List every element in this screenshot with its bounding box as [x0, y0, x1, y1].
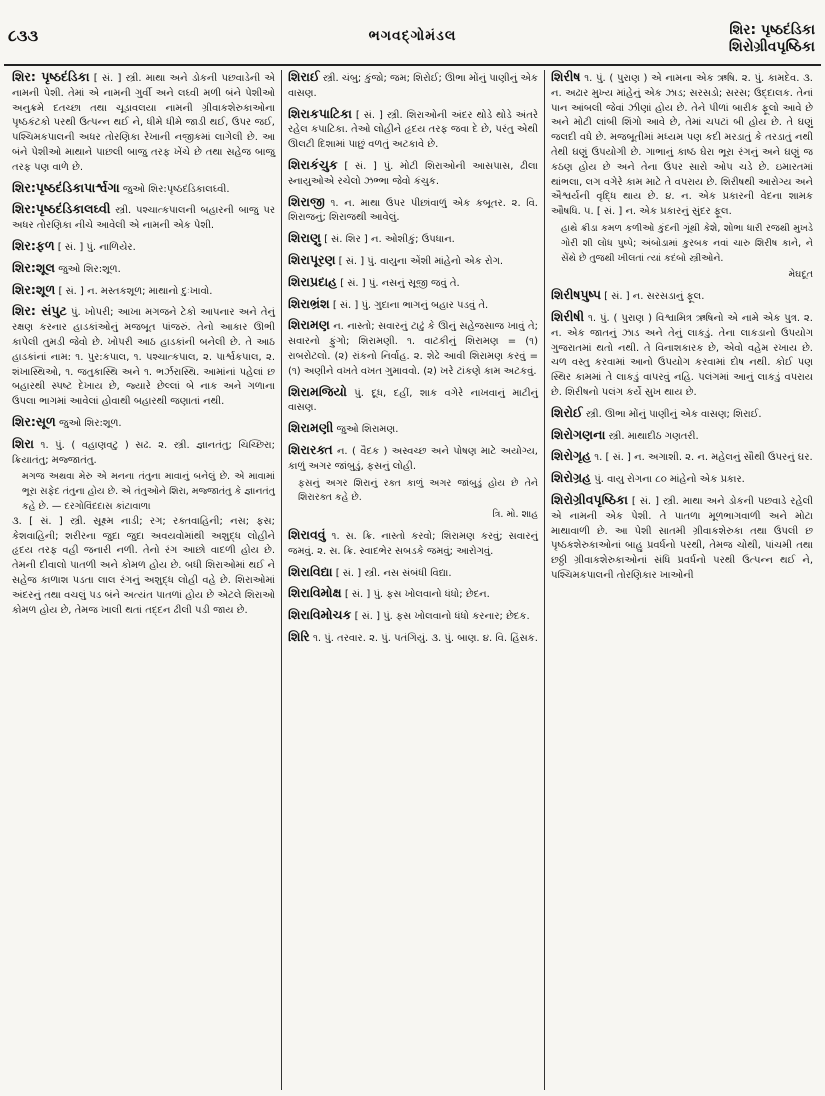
- entry-definition: ૧. પું. તરવાર. ૨. પું. પતંગિયું. ૩. પું. બાણ. ૪. વિ. હિંસક.: [312, 632, 538, 644]
- entry-definition: સ્ત્રી. માથાદીઠ ગણતરી.: [608, 430, 699, 442]
- entry-quotation: હાથે ક્રીડા કમળ કળીઓ કુંદની ગૂંથી કેશે, શોભા ધારી રજથી મુખડે ગોરી શી લોધ પુષ્પે; અંબોડામાં કુરબક નવાં ચારુ શિરીષ કાને, ને સેંથે છે તુજથી ખીલતાં ત્યાં કદંબો સ્ત્રીઓને.: [561, 222, 813, 264]
- entry-definition: ૧. પું. ( પુરાણ ) એ નામના એક ઋષિ. ૨. પું. કામદેવ. ૩. ન. અઢાર મુખ્ય માંહેનું એક ઝાડ; સરસડો; સરસ; ઉદ્દાલક. તેનાં પાન આંબલી જેવાં ઝીણાં હોય છે. તેને પીળાં બારીક ફૂલો આવે છે અને મોટી લાંબી શિંગો આવે છે, તેમાં ચપટાં બી હોય છે. તે ઘણું જલદી વધે છે. મજબૂતીમાં મધ્યમ પણ કદી મરડાતું કે તરડાતું નથી તેથી ઘણું ઉપયોગી છે. ગાભાનું કાષ્ઠ ઘેરા ભૂરા રંગનું અને ઘણું જ કઠણ હોય છે અને તેના ઉપર સારો ઓપ ચડે છે. ઇમારતમાં થાંભલા, લગ વગેરે કામ માટે તે વપરાય છે. શિરીષથી આરોગ્ય અને ઐશ્વર્યની વૃદ્ધિ થાય છે. ૪. ન. એક પ્રકારની વેદના શામક ઔષધિ. ૫. [ સં. ] ન. એક પ્રકારનું સુંદર ફૂલ.: [551, 73, 813, 218]
- column-2: [281, 70, 544, 1090]
- dictionary-entry: [12, 304, 275, 410]
- dictionary-entry: [288, 385, 538, 417]
- dictionary-entry: [288, 318, 538, 379]
- entry-headword: શિરાભ્રંશ: [288, 295, 330, 311]
- entry-definition: [ સં. ] ન. સરસડાનું ફૂલ.: [604, 291, 705, 303]
- dictionary-entry: [12, 239, 275, 256]
- entry-headword: શિર:ફળ: [12, 237, 55, 253]
- entry-headword: શિરોગ્રહ: [551, 470, 592, 486]
- entry-headword: શિરાકપાટિકા: [288, 105, 352, 121]
- dictionary-entry: [288, 421, 538, 438]
- entry-definition: પું. ખોપરી; આખા મગજને ટેકો આપનાર અને તેનું રક્ષણ કરનાર હાડકાંઓનું મજબૂત પાંજરું. તેનો આકાર ઊભી કાપેલી તુમડી જેવો છે. ખોપરી આઠ હાડકાંની બનેલી છે. તે આઠ હાડકાંનાં નામ: ૧. પુર:કપાલ, ૧. પશ્ચાત્કપાલ, ૨. પાર્શ્વકપાલ, ૨. શંખાસ્થિઓ, ૧. જતુકાસ્થિ અને ૧. ભર્ઝરાસ્થિ. આમાંનાં પહેલાં છ બહારથી સ્પષ્ટ દેખાય છે, જ્યારે છેલ્લાં બે નાક અને ગળાના ઉપલા ભાગમાં આવેલાં હોવાથી બહારથી જણાતાં નથી.: [12, 307, 275, 408]
- entry-headword: શિરાવિમોચક: [288, 607, 352, 623]
- dictionary-entry: [12, 415, 275, 432]
- entry-definition: ન. ( વૈદક ) અસ્વચ્છ અને પોષણ માટે અયોગ્ય, કાળું અગર જાંબુડું, ફસનું લોહી.: [288, 445, 538, 472]
- dictionary-entry: [551, 288, 813, 305]
- entry-definition: ૧. પું. ( પુરાણ ) વિશ્વામિત્ર ઋષિનો એ નામે એક પુત્ર. ૨. ન. એક જાતનું ઝાડ અને તેનું લાકડું. તેના લાકડાનો ઉપયોગ ગુજરાતમાં થતો નથી. તે વિનાશકારક છે, એવો વહેમ રખાય છે. ચળ વસ્તુ કરવામાં આનો ઉપયોગ કરવામાં દોષ નથી. કોઈ પણ સ્થિર કામમાં તે લાકડું વાપરવું નહિ. પલંગમાં આનું લાકડું વપરાય છે. શિરીષનો પલંગ કર્યે સુખ થાય છે.: [551, 312, 813, 398]
- dictionary-entry: [12, 437, 275, 619]
- dictionary-entry: [551, 406, 813, 423]
- entry-headword: શિરાઈ: [288, 70, 320, 84]
- dictionary-entry: [551, 70, 813, 283]
- entry-headword: શિર:શૂળ: [12, 281, 56, 297]
- entry-definition: જુઓ શિર:શૂળ.: [59, 417, 122, 429]
- column-1: [6, 70, 281, 1090]
- entry-headword: શિરાવવું: [288, 526, 326, 542]
- guide-word-last: શિરોગ્રીવપૃષ્ઠિકા: [728, 39, 815, 55]
- entry-definition-continued: ૩. [ સં. ] સ્ત્રી. સૂક્ષ્મ નાડી; રગ; રક્તવાહિની; નસ; ફસ; કેશવાહિની; શરીરના જુદા જુદા અવયવોમાંથી અશુદ્ધ લોહીને હૃદય તરફ વહી જનારી નળી. તેનો રંગ આછો વાદળી હોય છે. તેમની દીવાલો પાતળી અને કોમળ હોય છે. બધી શિરાઓમાં થઈ ને સહેજ કાળાશ પડતા લાલ રંગનું અશુદ્ધ લોહી વહે છે. શિરાઓમાં અંદરનું તથા વચલું પડ બંને અત્યંત પાતળાં હોય છે એટલે શિરાઓ કોમળ હોય છે, તેમજ ખાલી થતાં તદ્દન ઢીલી પડી જાય છે.: [12, 515, 275, 616]
- entry-definition: [ સં. ] સ્ત્રી. શિરાઓની અંદર થોડે થોડે અંતરે રહેલ કપાટિકા. તેઓ લોહીને હૃદય તરફ જવા દે છે, પરંતુ એથી ઊલટી દિશામાં પાછું વળતું અટકાવે છે.: [288, 109, 538, 151]
- dictionary-entry: [551, 310, 813, 401]
- entry-headword: શિર: સંપુટ: [12, 303, 67, 319]
- entry-definition: [ સં. ] પું. ફસ ખોલવાનો ધંધો કરનાર; છેદક.: [354, 611, 530, 623]
- dictionary-entry: [288, 528, 538, 560]
- dictionary-entry: [12, 283, 275, 300]
- entry-headword: શિર: પૃષ્ઠદંડિકા: [12, 70, 90, 84]
- guide-words: [729, 22, 815, 56]
- entry-headword: શિરાજી: [288, 193, 325, 209]
- entry-headword: શિર:પૃષ્ઠદંડિકાલઘ્વી: [12, 201, 111, 217]
- entry-headword: શિરામજિયો: [288, 383, 347, 399]
- entry-headword: શિરાપૂરણ: [288, 251, 336, 267]
- dictionary-entry: [288, 630, 538, 647]
- entry-headword: શિરારક્ત: [288, 441, 333, 457]
- dictionary-entry: [288, 275, 538, 292]
- entry-definition: સ્ત્રી. ચંબુ; કુંજો; જમ; શિરોઈ; ઊભા મોંનું પાણીનું એક વાસણ.: [288, 73, 538, 99]
- dictionary-entry: [288, 195, 538, 227]
- entry-headword: શિરિ: [288, 628, 310, 644]
- running-title: ભગવદ્ગોમંડલ: [368, 28, 457, 44]
- dictionary-entry: [551, 493, 813, 584]
- entry-definition: જુઓ શિરામણ.: [336, 424, 399, 436]
- entry-definition: [ સં. ] પું. ફસ ખોલવાનો ધંધો; છેદન.: [344, 589, 490, 601]
- dictionary-entry: [288, 70, 538, 102]
- dictionary-entry: [288, 565, 538, 582]
- dictionary-columns: [6, 70, 819, 1090]
- entry-definition: જુઓ શિર:પૃષ્ઠદંડિકાલઘ્વી.: [122, 183, 230, 195]
- entry-headword: શિરીષ: [551, 70, 581, 84]
- dictionary-entry: [288, 107, 538, 153]
- entry-headword: શિર:શૂલ: [12, 259, 56, 275]
- entry-headword: શિરાકંચુક: [288, 156, 338, 172]
- entry-headword: શિરા: [12, 435, 34, 451]
- dictionary-entry: [288, 608, 538, 625]
- entry-headword: શિર:પૃષ્ઠદંડિકાપાર્શ્વગા: [12, 179, 120, 195]
- entry-definition: [ સં. ] પું. નાળિયેર.: [57, 241, 136, 253]
- entry-quotation: ફસનું અગર શિરાનું રક્ત કાળું અગર જાંબુડું હોય છે તેને શિરારક્ત કહે છે.: [298, 477, 538, 504]
- entry-headword: શિરામણ: [288, 317, 330, 333]
- entry-definition: [ સં. ] પું. ગુદાના ભાગનું બહાર પડવું તે.: [332, 299, 489, 311]
- entry-definition: પું. દૂધ, દહીં, શાક વગેરે નાખવાનું માટીનું વાસણ.: [288, 387, 539, 414]
- entry-attribution: મેઘદૂત: [788, 269, 813, 281]
- entry-headword: શિરીષપુષ્પ: [551, 287, 601, 303]
- entry-headword: શિરીષી: [551, 308, 585, 324]
- entry-headword: શિરોગૃહ: [551, 448, 592, 464]
- dictionary-entry: [288, 158, 538, 190]
- dictionary-entry: [551, 449, 813, 466]
- dictionary-entry: [12, 202, 275, 234]
- column-3: [544, 70, 819, 1090]
- entry-definition: ૧. પું. ( વહાણવટુ ) સઢ. ૨. સ્ત્રી. જ્ઞાનતંતુ; ચિચ્છિરા; ક્રિયાતંતુ; મજ્જાતંતુ.: [12, 439, 275, 466]
- entry-definition: [ સં. ] ન. મસ્તકશૂળ; માથાનો દુઃખાવો.: [58, 285, 213, 297]
- entry-headword: શિરામણી: [288, 420, 334, 436]
- entry-headword: શિરાવિદ્યા: [288, 563, 333, 579]
- entry-definition: [ સં. ] સ્ત્રી. માથા અને ડોકની પછવાડે રહેલી એ નામની એક પેશી. તે પાતળા મૂળભાગવાળી અને મોટા માથાવાળી છે. આ પેશી સાતમી ગ્રીવાકશેરુકા તથા ઉપલી છ પૃષ્ઠકશેરુકાઓનાં બાહુ પ્રવર્ધનો પરથી, તેમજ ચોથી, પાંચમી તથા છઠ્ઠી ગ્રીવાકશેરુકાઓનાં સંધિ પ્રવર્ધનો પરથી ઉત્પન્ન થઈ ને, પશ્ચિમકપાલની તોરણિકાર ખાઓની: [551, 495, 813, 581]
- entry-definition: [ સં. ] સ્ત્રી. માથા અને ડોકની પછવાડેની એ નામની પેશી. તેમાં એ નામની ગુર્વી અને લઘ્વી મળી બંને પેશીઓ અનુક્રમે દતચ્છા તથા ચૂડાવલયા નામની ગ્રીવાકશેરુકાઓના પૃષ્ઠકંટકો પરથી ઉત્પન્ન થઈ ને, ધીમે ધીમે જાડી થઈ, ઉપર જઈ, પશ્ચિમકપાલની અધર તોરણિકા રેખાની નજીકમાં લાગેલી છે. આ બંને પેશીઓ માથાને પાછલી બાજુ તરફ ખેંચે છે તથા સહેજ બાજુ તરફ પણ વાળે છે.: [12, 73, 275, 173]
- entry-definition: [ સં. શિર ] ન. ઓશીકું; ઉપધાન.: [324, 234, 455, 246]
- entry-headword: શિરોગ્રીવપૃષ્ઠિકા: [551, 491, 628, 507]
- guide-word-first: શિર: પૃષ્ઠદંડિકા: [729, 22, 815, 38]
- entry-headword: શિરોઈ: [551, 404, 583, 420]
- entry-definition: સ્ત્રી. ઊભા મોંનું પાણીનું એક વાસણ; શિરાઈ.: [585, 408, 762, 420]
- entry-definition: જુઓ શિર:શૂળ.: [58, 263, 121, 275]
- dictionary-entry: [288, 253, 538, 270]
- dictionary-entry: [12, 181, 275, 198]
- dictionary-entry: [551, 471, 813, 488]
- entry-headword: શિર:સૂળ: [12, 413, 56, 429]
- entry-definition: ૧. ન. માથા ઉપર પીછાંવાળું એક કબૂતર. ૨. વિ. શિરાજનું; શિરાજથી આવેલું.: [288, 197, 538, 224]
- page-number: ૮૩૩: [8, 26, 39, 45]
- dictionary-entry: [12, 261, 275, 278]
- entry-headword: શિરાપ્રદાહ: [288, 273, 338, 289]
- entry-definition: સ્ત્રી. પશ્ચાત્કપાલની બહારની બાજુ પર અધર તોરણિકા નીચે આવેલી એ નામની એક પેશી.: [12, 205, 275, 232]
- entry-definition: પું. વાયુ રોગના ૮૦ માંહેનો એક પ્રકાર.: [594, 474, 745, 486]
- entry-definition: ૧. [ સં. ] ન. અગાશી. ૨. ન. મહેલનું સૌથી ઉપરનું ઘર.: [594, 452, 813, 464]
- entry-definition: [ સં. ] પું. મોટી શિરાઓની આસપાસ, ઢીલા સ્નાયુઓએ રચેલો ઝભ્ભા જેવો કંચુક.: [288, 160, 538, 187]
- dictionary-entry: [288, 443, 538, 523]
- entry-headword: શિરાણુ: [288, 230, 321, 246]
- dictionary-entry: [288, 297, 538, 314]
- dictionary-entry: [551, 428, 813, 445]
- dictionary-entry: [288, 231, 538, 248]
- entry-headword: શિરાવિમોક્ષ: [288, 585, 342, 601]
- entry-definition: [ સં. ] પું. વાયુના એંશી માંહેનો એક રોગ.: [338, 255, 504, 267]
- entry-definition: ન. નાસ્તો; સવારનું ટાઢું કે ઊનું સહેજસાજ ખાવું તે; સવારનો ફુંગો; શિરામણી. ૧. વાટકીનું શિરામણ = (૧) રાબરોટલો. (૨) રાંકનો નિર્વાહ. ૨. શેઢે આવી શિરામણ કરવું = (૧) અણીને વખતે વખત ગુમાવવો. (૨) ખરે ટાંકણે કામ અટકવું.: [288, 321, 538, 377]
- header-rule: [4, 64, 821, 66]
- entry-definition: ૧. સ. ક્રિ. નાસ્તો કરવો; શિરામણ કરવું; સવારનું જમવું. ૨. સ. ક્રિ. સ્વાદભેર સબડકે જમવું; આરોગવું.: [288, 530, 539, 557]
- entry-headword: શિરોગણના: [551, 426, 606, 442]
- entry-definition: [ સં. ] સ્ત્રી. નસ સંબંધી વિદ્યા.: [335, 567, 452, 579]
- entry-quotation: મગજ અથવા મેરુ એ મનના તંતુના માવાનું બનેલું છે. એ માવામાં ભૂરા સફેદ તંતુના હોય છે. એ તંતુઓને શિરા, મજ્જાતંતુ કે જ્ઞાનતંતુ કહે છે. — દરગોવિંદદાસ કાંટાવાળા: [22, 471, 275, 512]
- dictionary-entry: [12, 70, 275, 176]
- entry-definition: [ સં. ] પું. નસનું સૂજી જવું તે.: [340, 277, 460, 289]
- entry-attribution: ત્રિ. મો. શાહ: [492, 509, 538, 521]
- dictionary-entry: [288, 586, 538, 603]
